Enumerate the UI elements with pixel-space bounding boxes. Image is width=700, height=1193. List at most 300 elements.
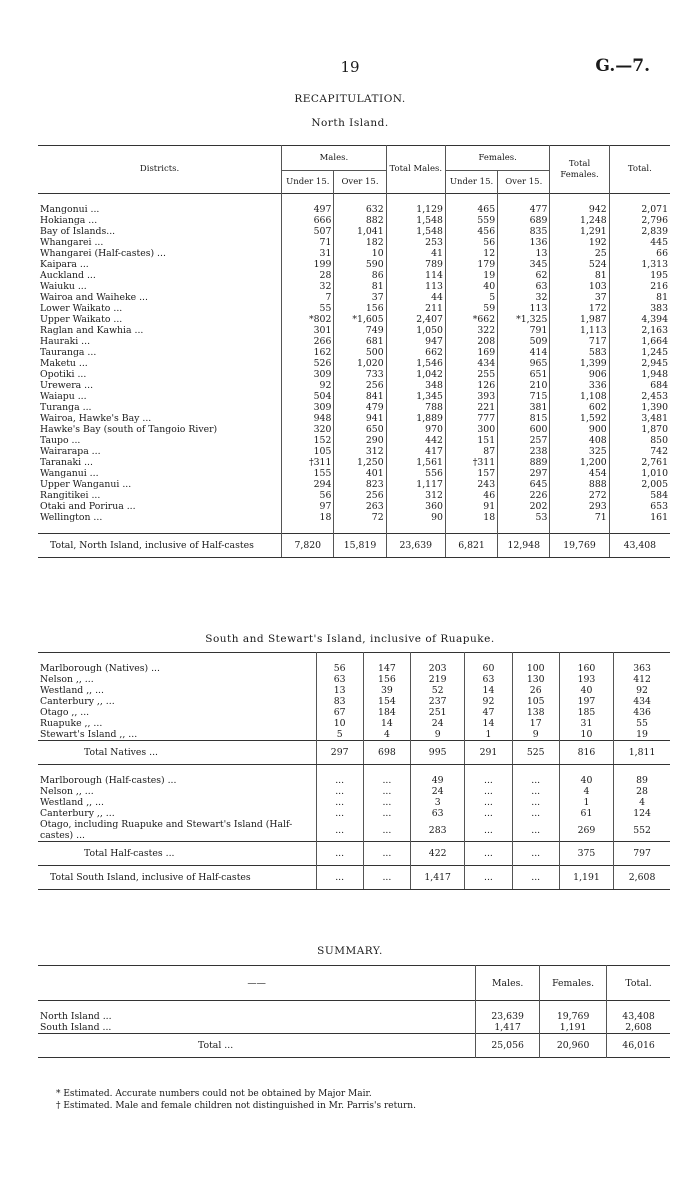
- table-cell: 211: [386, 303, 445, 314]
- table-row: [38, 707, 670, 718]
- table-cell: 44: [386, 292, 445, 303]
- table-row: [38, 413, 670, 424]
- table-cell: ...: [512, 797, 559, 808]
- table-cell: 219: [411, 674, 465, 685]
- south-total-row-label: Total South Island, inclusive of Half-castes: [38, 866, 316, 890]
- table-cell: 383: [609, 303, 670, 314]
- table-cell: ...: [363, 808, 410, 819]
- table-row: [38, 490, 670, 501]
- table-cell: 1,020: [334, 358, 386, 369]
- table-cell: 1,987: [550, 314, 609, 325]
- table-cell: 253: [386, 237, 445, 248]
- table-cell: *1,325: [498, 314, 550, 325]
- table-cell: 797: [614, 842, 670, 866]
- table-cell: 221: [445, 402, 497, 413]
- table-cell: 653: [609, 501, 670, 512]
- table-row: [38, 663, 670, 674]
- summary-females-header: Females.: [540, 966, 607, 1001]
- table-cell: 841: [334, 391, 386, 402]
- table-cell: 203: [411, 663, 465, 674]
- table-cell: ...: [316, 842, 363, 866]
- table-cell: 552: [614, 819, 670, 842]
- table-cell: 525: [512, 741, 559, 765]
- table-cell: 53: [498, 512, 550, 523]
- district-name: Westland ,, ...: [40, 797, 104, 808]
- table-cell: 256: [334, 490, 386, 501]
- table-cell: 156: [334, 303, 386, 314]
- table-cell: 507: [282, 226, 334, 237]
- table-cell: 4: [363, 729, 410, 741]
- table-cell: 590: [334, 259, 386, 270]
- table-cell: 434: [614, 696, 670, 707]
- district-name: Kaipara ...: [40, 259, 89, 270]
- table-cell: 216: [609, 281, 670, 292]
- north-island-title: North Island.: [311, 117, 389, 129]
- table-cell: 942: [550, 204, 609, 215]
- table-cell: 14: [363, 718, 410, 729]
- table-cell: 788: [386, 402, 445, 413]
- table-cell: 2,453: [609, 391, 670, 402]
- table-cell: 2,005: [609, 479, 670, 490]
- table-cell: 882: [334, 215, 386, 226]
- table-cell: 92: [614, 685, 670, 696]
- table-cell: 55: [282, 303, 334, 314]
- table-cell: 6,821: [445, 534, 497, 558]
- table-cell: 81: [550, 270, 609, 281]
- table-cell: 9: [411, 729, 465, 741]
- north-total-row: [38, 534, 670, 558]
- table-cell: 312: [386, 490, 445, 501]
- table-cell: 23,639: [386, 534, 445, 558]
- table-cell: 202: [498, 501, 550, 512]
- table-row: [38, 347, 670, 358]
- table-cell: 7,820: [282, 534, 334, 558]
- table-cell: 243: [445, 479, 497, 490]
- table-cell: 39: [363, 685, 410, 696]
- table-row: [38, 819, 670, 842]
- table-cell: 10: [316, 718, 363, 729]
- table-cell: 185: [559, 707, 613, 718]
- district-name: Hokianga ...: [40, 215, 98, 226]
- table-row: [38, 696, 670, 707]
- table-cell: 5: [316, 729, 363, 741]
- table-cell: 83: [316, 696, 363, 707]
- total-half-castes-row: [38, 842, 670, 866]
- table-cell: 312: [334, 446, 386, 457]
- table-cell: 948: [282, 413, 334, 424]
- table-cell: 63: [411, 808, 465, 819]
- table-cell: 41: [386, 248, 445, 259]
- table-row: [38, 729, 670, 741]
- table-cell: 10: [559, 729, 613, 741]
- summary-cell: 2,608: [607, 1022, 670, 1034]
- table-row: [38, 674, 670, 685]
- table-cell: 86: [334, 270, 386, 281]
- table-row: [38, 786, 670, 797]
- table-cell: 602: [550, 402, 609, 413]
- table-cell: 272: [550, 490, 609, 501]
- district-name: Waiapu ...: [40, 391, 87, 402]
- males-under15-header: Under 15.: [282, 171, 334, 194]
- table-cell: 422: [411, 842, 465, 866]
- table-row: [38, 336, 670, 347]
- table-cell: 684: [609, 380, 670, 391]
- district-name: Nelson ,, ...: [40, 674, 94, 685]
- table-cell: 681: [334, 336, 386, 347]
- table-cell: 197: [559, 696, 613, 707]
- table-row: [38, 358, 670, 369]
- table-cell: 632: [334, 204, 386, 215]
- females-under15-header: Under 15.: [445, 171, 497, 194]
- table-cell: 970: [386, 424, 445, 435]
- table-cell: 28: [282, 270, 334, 281]
- table-cell: 835: [498, 226, 550, 237]
- district-name: Stewart's Island ,, ...: [40, 729, 138, 740]
- table-cell: 436: [614, 707, 670, 718]
- table-row: [38, 797, 670, 808]
- table-cell: ...: [512, 786, 559, 797]
- table-cell: 900: [550, 424, 609, 435]
- table-row: [38, 226, 670, 237]
- table-cell: 1,250: [334, 457, 386, 468]
- table-cell: 237: [411, 696, 465, 707]
- district-name: Mangonui ...: [40, 204, 100, 215]
- table-cell: 103: [550, 281, 609, 292]
- table-cell: 715: [498, 391, 550, 402]
- table-cell: 15,819: [334, 534, 386, 558]
- table-cell: ...: [316, 797, 363, 808]
- table-cell: 47: [465, 707, 512, 718]
- table-cell: 408: [550, 435, 609, 446]
- table-cell: 26: [512, 685, 559, 696]
- table-cell: 49: [411, 775, 465, 786]
- district-name: Nelson ,, ...: [40, 786, 94, 797]
- table-cell: 18: [445, 512, 497, 523]
- table-cell: 1,010: [609, 468, 670, 479]
- summary-row: [38, 1011, 670, 1022]
- table-cell: 92: [465, 696, 512, 707]
- table-cell: 4: [614, 797, 670, 808]
- table-cell: ...: [363, 819, 410, 842]
- table-cell: 888: [550, 479, 609, 490]
- district-name: Hawke's Bay (south of Tangoio River): [40, 424, 218, 435]
- table-cell: 381: [498, 402, 550, 413]
- total-males-header: Total Males.: [386, 146, 445, 194]
- table-cell: 348: [386, 380, 445, 391]
- summary-males-header: Males.: [476, 966, 540, 1001]
- table-cell: 414: [498, 347, 550, 358]
- females-header: Females.: [445, 146, 549, 171]
- footnote-children: † Estimated. Male and female children not distinguished in Mr. Parris's return.: [56, 1101, 416, 1111]
- table-cell: 71: [282, 237, 334, 248]
- table-cell: 105: [282, 446, 334, 457]
- table-cell: 4: [559, 786, 613, 797]
- summary-title: SUMMARY.: [317, 945, 383, 957]
- table-cell: 19: [445, 270, 497, 281]
- table-cell: 147: [363, 663, 410, 674]
- table-cell: 301: [282, 325, 334, 336]
- table-cell: 269: [559, 819, 613, 842]
- table-cell: 72: [334, 512, 386, 523]
- table-row: [38, 270, 670, 281]
- total-half-castes-row-label: Total Half-castes ...: [38, 842, 316, 866]
- district-name: Lower Waikato ...: [40, 303, 123, 314]
- south-island-title: South and Stewart's Island, inclusive of Ruapuke.: [205, 633, 495, 645]
- district-name: Marlborough (Half-castes) ...: [40, 775, 177, 786]
- table-cell: 504: [282, 391, 334, 402]
- table-cell: 320: [282, 424, 334, 435]
- table-cell: 113: [498, 303, 550, 314]
- table-cell: 526: [282, 358, 334, 369]
- table-cell: 1,129: [386, 204, 445, 215]
- table-cell: 995: [411, 741, 465, 765]
- table-row: [38, 512, 670, 523]
- table-cell: 32: [498, 292, 550, 303]
- table-cell: 151: [445, 435, 497, 446]
- table-cell: 1,108: [550, 391, 609, 402]
- table-cell: 749: [334, 325, 386, 336]
- table-cell: 266: [282, 336, 334, 347]
- table-cell: 1,117: [386, 479, 445, 490]
- table-cell: 90: [386, 512, 445, 523]
- table-cell: 417: [386, 446, 445, 457]
- table-cell: 14: [465, 718, 512, 729]
- table-cell: 19,769: [550, 534, 609, 558]
- summary-cell: 43,408: [607, 1011, 670, 1022]
- table-row: [38, 259, 670, 270]
- table-cell: 18: [282, 512, 334, 523]
- table-cell: 309: [282, 402, 334, 413]
- table-cell: 40: [559, 775, 613, 786]
- table-cell: 650: [334, 424, 386, 435]
- south-island-table: [38, 652, 670, 890]
- table-cell: 345: [498, 259, 550, 270]
- table-cell: 297: [316, 741, 363, 765]
- district-name: Bay of Islands...: [40, 226, 116, 237]
- north-island-table: [38, 145, 670, 558]
- table-cell: 1: [465, 729, 512, 741]
- table-cell: *1,605: [334, 314, 386, 325]
- table-cell: 32: [282, 281, 334, 292]
- district-name: Whangarei (Half-castes) ...: [40, 248, 166, 259]
- table-cell: 62: [498, 270, 550, 281]
- table-cell: ...: [512, 808, 559, 819]
- table-cell: 24: [411, 718, 465, 729]
- recapitulation-title: RECAPITULATION.: [294, 93, 406, 105]
- table-cell: 40: [559, 685, 613, 696]
- table-cell: 445: [609, 237, 670, 248]
- table-cell: 1,200: [550, 457, 609, 468]
- table-cell: 152: [282, 435, 334, 446]
- females-over15-header: Over 15.: [498, 171, 550, 194]
- table-cell: 1,399: [550, 358, 609, 369]
- table-cell: 61: [559, 808, 613, 819]
- table-cell: 56: [445, 237, 497, 248]
- table-cell: 1,245: [609, 347, 670, 358]
- table-cell: 81: [334, 281, 386, 292]
- table-cell: 7: [282, 292, 334, 303]
- total-females-header: Total Females.: [550, 146, 609, 194]
- table-cell: 2,761: [609, 457, 670, 468]
- table-row: [38, 391, 670, 402]
- table-cell: 662: [386, 347, 445, 358]
- table-cell: ...: [465, 775, 512, 786]
- table-row: [38, 446, 670, 457]
- table-cell: 92: [282, 380, 334, 391]
- table-cell: 363: [614, 663, 670, 674]
- table-cell: 179: [445, 259, 497, 270]
- table-cell: 169: [445, 347, 497, 358]
- table-row: [38, 685, 670, 696]
- table-cell: 1,870: [609, 424, 670, 435]
- table-cell: 336: [550, 380, 609, 391]
- table-cell: 1: [559, 797, 613, 808]
- table-cell: 172: [550, 303, 609, 314]
- table-cell: 10: [334, 248, 386, 259]
- table-cell: ...: [465, 786, 512, 797]
- table-cell: 645: [498, 479, 550, 490]
- table-cell: 55: [614, 718, 670, 729]
- table-cell: 509: [498, 336, 550, 347]
- table-cell: 126: [445, 380, 497, 391]
- district-name: Wairoa, Hawke's Bay ...: [40, 413, 152, 424]
- table-row: [38, 303, 670, 314]
- table-row: [38, 325, 670, 336]
- table-cell: ...: [363, 786, 410, 797]
- table-cell: 791: [498, 325, 550, 336]
- table-row: [38, 237, 670, 248]
- table-row: [38, 775, 670, 786]
- district-name: Canterbury ,, ...: [40, 696, 115, 707]
- males-header: Males.: [282, 146, 386, 171]
- table-cell: 195: [609, 270, 670, 281]
- table-cell: 17: [512, 718, 559, 729]
- north-island-rows: [38, 194, 670, 558]
- table-row: [38, 369, 670, 380]
- summary-total-cell: 25,056: [476, 1034, 540, 1058]
- table-cell: 325: [550, 446, 609, 457]
- table-cell: 283: [411, 819, 465, 842]
- district-name: Wairoa and Waiheke ...: [40, 292, 148, 303]
- table-cell: 2,608: [614, 866, 670, 890]
- table-cell: 300: [445, 424, 497, 435]
- district-name: Hauraki ...: [40, 336, 91, 347]
- table-cell: 263: [334, 501, 386, 512]
- table-cell: 401: [334, 468, 386, 479]
- table-cell: ...: [363, 775, 410, 786]
- table-cell: 156: [363, 674, 410, 685]
- table-cell: 559: [445, 215, 497, 226]
- table-cell: 297: [498, 468, 550, 479]
- table-cell: 184: [363, 707, 410, 718]
- district-name: Wairarapa ...: [40, 446, 101, 457]
- table-cell: 31: [559, 718, 613, 729]
- table-cell: 124: [614, 808, 670, 819]
- table-cell: 182: [334, 237, 386, 248]
- district-name: Upper Wanganui ...: [40, 479, 132, 490]
- table-cell: 12: [445, 248, 497, 259]
- district-name: Ruapuke ,, ...: [40, 718, 103, 729]
- table-cell: 290: [334, 435, 386, 446]
- males-over15-header: Over 15.: [334, 171, 386, 194]
- district-name: Upper Waikato ...: [40, 314, 123, 325]
- table-cell: 13: [498, 248, 550, 259]
- table-cell: 251: [411, 707, 465, 718]
- table-cell: 97: [282, 501, 334, 512]
- table-cell: 91: [445, 501, 497, 512]
- table-cell: ...: [316, 866, 363, 890]
- table-cell: 4,394: [609, 314, 670, 325]
- table-cell: 43,408: [609, 534, 670, 558]
- table-cell: 698: [363, 741, 410, 765]
- table-cell: 583: [550, 347, 609, 358]
- summary-total-header: Total.: [607, 966, 670, 1001]
- table-cell: 412: [614, 674, 670, 685]
- table-cell: 1,548: [386, 226, 445, 237]
- table-row: [38, 424, 670, 435]
- table-cell: ...: [363, 842, 410, 866]
- table-cell: 293: [550, 501, 609, 512]
- table-cell: 294: [282, 479, 334, 490]
- table-row: [38, 808, 670, 819]
- table-cell: 850: [609, 435, 670, 446]
- district-name: Raglan and Kawhia ...: [40, 325, 144, 336]
- district-name: Opotiki ...: [40, 369, 87, 380]
- table-cell: 192: [550, 237, 609, 248]
- table-row: [38, 457, 670, 468]
- table-row: [38, 380, 670, 391]
- table-cell: 291: [465, 741, 512, 765]
- table-cell: 136: [498, 237, 550, 248]
- table-cell: ...: [512, 775, 559, 786]
- table-cell: ...: [512, 866, 559, 890]
- table-cell: 1,546: [386, 358, 445, 369]
- table-cell: 130: [512, 674, 559, 685]
- summary-cell: 1,191: [540, 1022, 607, 1034]
- table-row: [38, 501, 670, 512]
- table-cell: ...: [316, 819, 363, 842]
- table-row: [38, 314, 670, 325]
- summary-dash: ——: [247, 977, 266, 989]
- table-cell: 941: [334, 413, 386, 424]
- total-header: Total.: [609, 146, 670, 194]
- table-cell: ...: [465, 797, 512, 808]
- district-name: Waiuku ...: [40, 281, 87, 292]
- table-cell: 689: [498, 215, 550, 226]
- table-cell: 19: [614, 729, 670, 741]
- table-cell: 81: [609, 292, 670, 303]
- table-cell: 524: [550, 259, 609, 270]
- table-cell: 238: [498, 446, 550, 457]
- table-row: [38, 402, 670, 413]
- table-cell: 161: [609, 512, 670, 523]
- table-cell: 500: [334, 347, 386, 358]
- table-cell: 255: [445, 369, 497, 380]
- summary-cell: 1,417: [476, 1022, 540, 1034]
- district-name: Wanganui ...: [40, 468, 99, 479]
- footnote-estimated: * Estimated. Accurate numbers could not be obtained by Major Mair.: [56, 1089, 372, 1099]
- table-cell: 1,050: [386, 325, 445, 336]
- table-cell: 87: [445, 446, 497, 457]
- district-name: Urewera ...: [40, 380, 94, 391]
- table-cell: 25: [550, 248, 609, 259]
- table-row: [38, 479, 670, 490]
- summary-row: [38, 1022, 670, 1034]
- table-cell: 56: [282, 490, 334, 501]
- district-name: Otaki and Porirua ...: [40, 501, 136, 512]
- table-cell: 1,664: [609, 336, 670, 347]
- table-cell: ...: [316, 808, 363, 819]
